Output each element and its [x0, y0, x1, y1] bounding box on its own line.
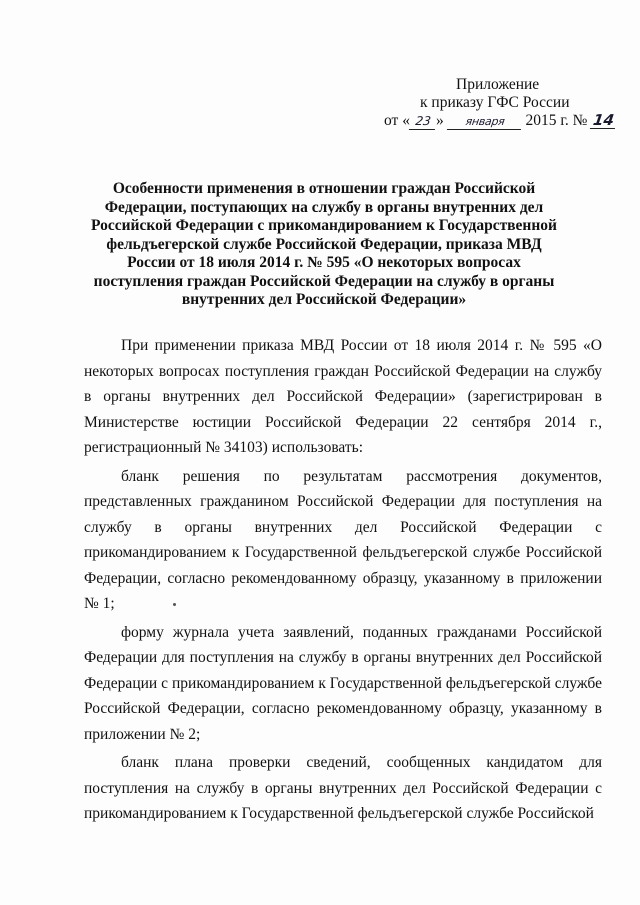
- date-prefix: от «: [384, 112, 410, 129]
- date-quote-close: »: [435, 112, 444, 129]
- paragraph-intro: При применении приказа МВД России от 18 июля 2014 г. № 595 «О некоторых вопросах поступления граждан Российской Федерации на службу в органы внутренних дел Российской Федерации» (зарегистрирован в Министерстве юстиции Российской Федерации 22 сентября 2014 г., регистрационный № 34103) использовать:: [84, 337, 602, 456]
- document-title: Особенности применения в отношении граждан Российской Федерации, поступающих на службу в органы внутренних дел Российской Федерации с прикомандированием к Государственной фельдъегерской службе Российской Федерации, приказа МВД России от 18 июля 2014 г. № 595 «О некоторых вопросах поступления граждан Российской Федерации на службу в органы внутренних дел Российской Федерации»: [91, 180, 557, 308]
- paragraph-item-3: бланк плана проверки сведений, сообщенных кандидатом для поступления на службу в органы внутренних дел Российской Федерации с прикомандированием к Государственной фельдъегерской службе Российской: [84, 754, 602, 822]
- scan-speck: [173, 603, 176, 606]
- appendix-date-line: [384, 111, 616, 130]
- handwritten-order-number: 14: [592, 111, 616, 129]
- handwritten-day: 23: [409, 114, 437, 130]
- appendix-label: Приложение: [456, 76, 540, 93]
- appendix-header: [384, 76, 616, 130]
- paragraph-item-1: бланк решения по результатам рассмотрения документов, представленных гражданином Российской Федерации для поступления на службу в органы внутренних дел Российской Федерации с прикомандированием к Государственной фельдъегерской службе Российской Федерации, согласно рекомендованному образцу, указанному в приложении № 1;: [84, 467, 602, 612]
- document-body: [84, 333, 602, 830]
- paragraph-item-2: форму журнала учета заявлений, поданных гражданами Российской Федерации для поступления на службу в органы внутренних дел Российской Федерации с прикомандированием к Государственной фельдъегерской службе Российской Федерации, согласно рекомендованному образцу, указанному в приложении № 2;: [84, 623, 602, 743]
- handwritten-month: января: [446, 114, 522, 130]
- date-year: 2015 г. №: [525, 112, 588, 129]
- appendix-order-ref: к приказу ГФС России: [420, 94, 570, 111]
